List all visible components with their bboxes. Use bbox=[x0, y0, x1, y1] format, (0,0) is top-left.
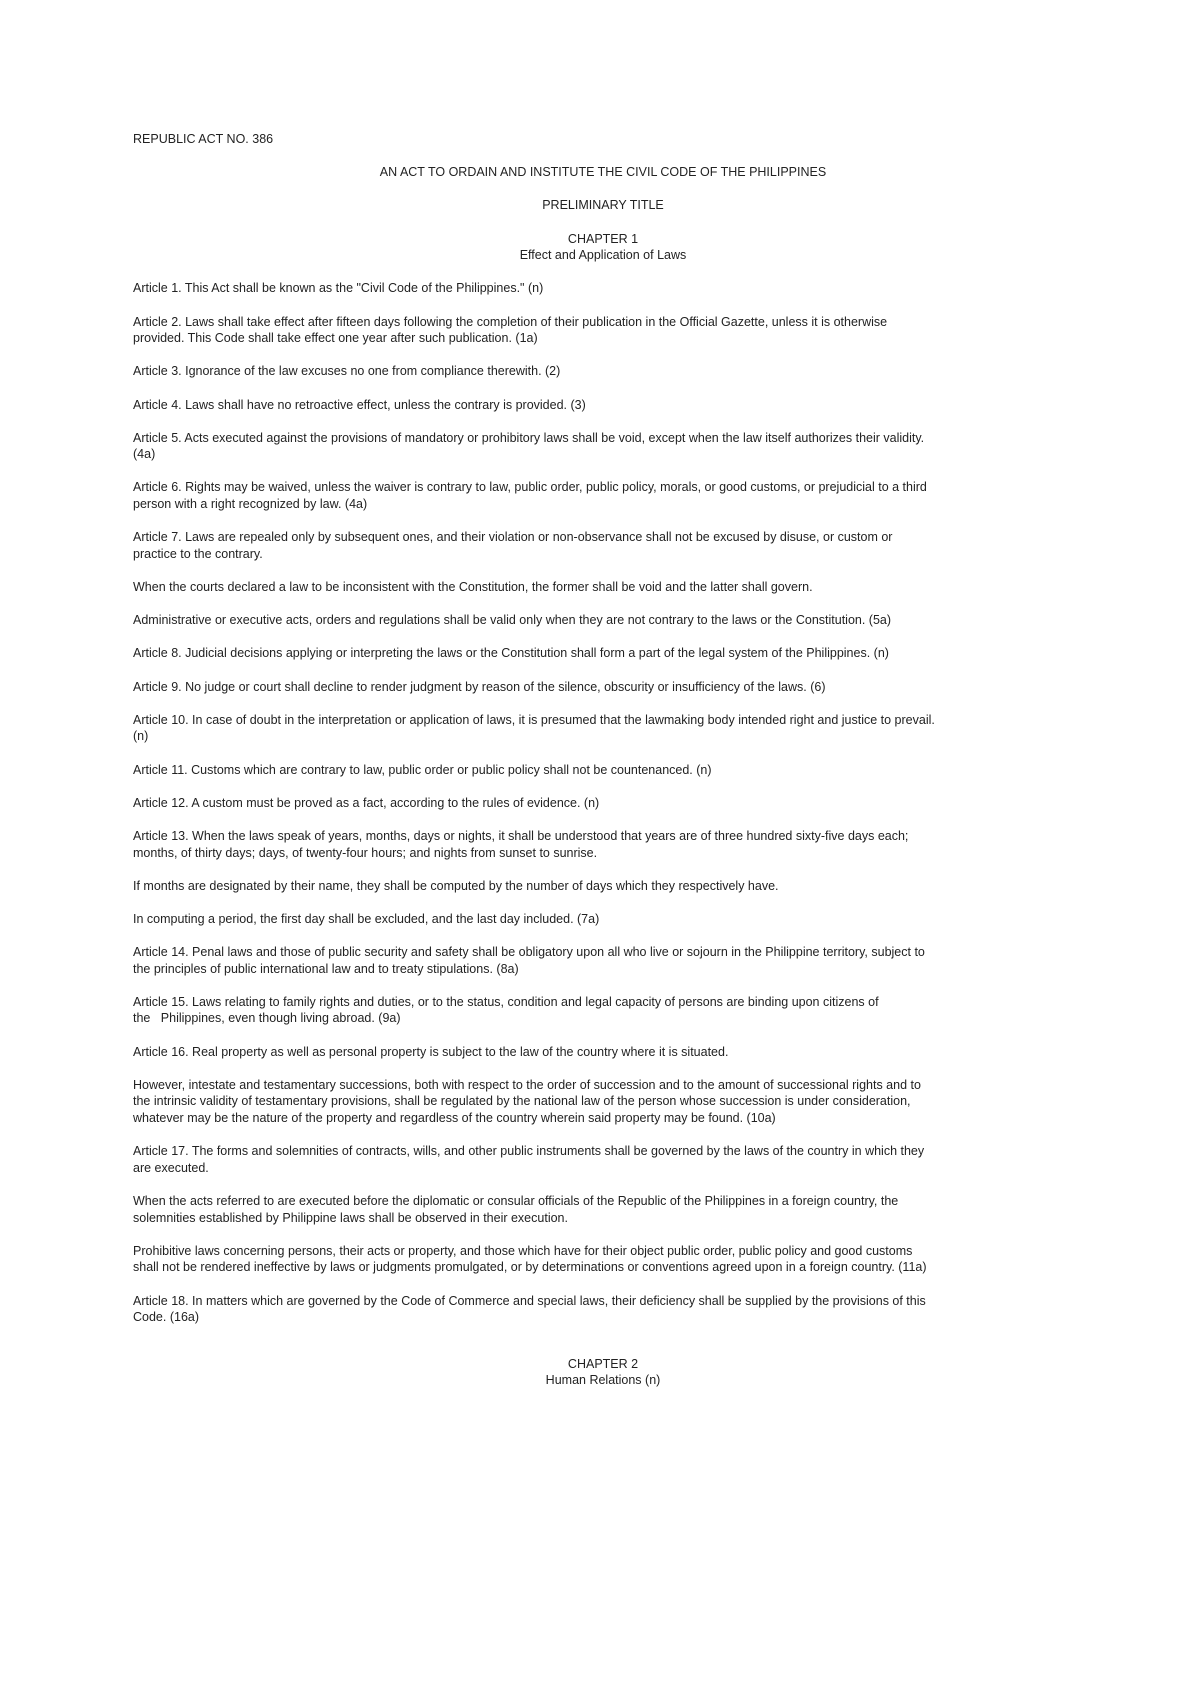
chapter-1-header bbox=[133, 231, 1073, 264]
paragraph-line: Article 1. This Act shall be known as the "Civil Code of the Philippines." (n) bbox=[133, 281, 544, 296]
paragraph-line: Article 11. Customs which are contrary to law, public order or public policy shall not be countenanced. (n) bbox=[133, 762, 712, 777]
paragraph-line: (4a) bbox=[133, 447, 156, 462]
article-paragraph bbox=[133, 1077, 1073, 1127]
paragraph-line: Article 2. Laws shall take effect after fifteen days following the completion of their publication in the Official Gazette, unless it is otherwise bbox=[133, 314, 888, 329]
article-paragraph bbox=[133, 762, 1073, 779]
paragraph-line: Article 14. Penal laws and those of public security and safety shall be obligatory upon all who live or sojourn in the Philippine territory, subject to bbox=[133, 945, 925, 960]
paragraph-line: Article 6. Rights may be waived, unless the waiver is contrary to law, public order, public policy, morals, or good customs, or prejudicial to a third bbox=[133, 480, 927, 495]
document-page bbox=[133, 131, 1073, 1406]
article-paragraph bbox=[133, 679, 1073, 696]
paragraph-line: Article 16. Real property as well as personal property is subject to the law of the country where it is situated. bbox=[133, 1044, 729, 1059]
article-paragraph bbox=[133, 1293, 1073, 1326]
paragraph-line: Article 5. Acts executed against the provisions of mandatory or prohibitory laws shall be void, except when the law itself authorizes their validity. bbox=[133, 430, 925, 445]
article-paragraph bbox=[133, 529, 1073, 562]
article-paragraph bbox=[133, 280, 1073, 297]
article-paragraph bbox=[133, 612, 1073, 629]
article-paragraph bbox=[133, 828, 1073, 861]
article-paragraph bbox=[133, 994, 1073, 1027]
paragraph-line: Administrative or executive acts, orders and regulations shall be valid only when they are not contrary to the laws or the Constitution. (5a) bbox=[133, 613, 892, 628]
chapter-1-heading: CHAPTER 1 bbox=[567, 231, 639, 246]
paragraph-line: Code. (16a) bbox=[133, 1310, 200, 1325]
paragraph-line: However, intestate and testamentary successions, both with respect to the order of succession and to the amount of successional rights and to bbox=[133, 1077, 921, 1092]
article-paragraph bbox=[133, 1143, 1073, 1176]
article-paragraph bbox=[133, 397, 1073, 414]
paragraph-line: the intrinsic validity of testamentary provisions, shall be regulated by the national law of the person whose succession is under consideration, bbox=[133, 1094, 911, 1109]
preliminary-title: PRELIMINARY TITLE bbox=[542, 198, 664, 213]
article-paragraph bbox=[133, 878, 1073, 895]
article-paragraph bbox=[133, 712, 1073, 745]
paragraph-line: Article 8. Judicial decisions applying or interpreting the laws or the Constitution shall form a part of the legal system of the Philippines. (n) bbox=[133, 646, 889, 661]
paragraph-line: Article 18. In matters which are governed by the Code of Commerce and special laws, their deficiency shall be supplied by the provisions of this bbox=[133, 1293, 926, 1308]
paragraph-line: If months are designated by their name, they shall be computed by the number of days which they respectively have. bbox=[133, 878, 779, 893]
paragraph-line: Article 17. The forms and solemnities of contracts, wills, and other public instruments shall be governed by the laws of the country in which they bbox=[133, 1144, 925, 1159]
paragraph-line: (n) bbox=[133, 729, 149, 744]
paragraph-line: person with a right recognized by law. (4a) bbox=[133, 497, 368, 512]
article-paragraph bbox=[133, 1193, 1073, 1226]
paragraph-line: Article 4. Laws shall have no retroactive effect, unless the contrary is provided. (3) bbox=[133, 397, 586, 412]
paragraph-line: Article 7. Laws are repealed only by subsequent ones, and their violation or non-observance shall not be excused by disuse, or custom or bbox=[133, 530, 893, 545]
act-title: AN ACT TO ORDAIN AND INSTITUTE THE CIVIL CODE OF THE PHILIPPINES bbox=[379, 165, 827, 180]
article-paragraph bbox=[133, 430, 1073, 463]
paragraph-line: Article 3. Ignorance of the law excuses no one from compliance therewith. (2) bbox=[133, 364, 561, 379]
chapter-1-subtitle: Effect and Application of Laws bbox=[519, 248, 687, 263]
article-paragraph bbox=[133, 363, 1073, 380]
paragraph-line: In computing a period, the first day shall be excluded, and the last day included. (7a) bbox=[133, 911, 600, 926]
article-paragraph bbox=[133, 645, 1073, 662]
paragraph-line: months, of thirty days; days, of twenty-four hours; and nights from sunset to sunrise. bbox=[133, 845, 598, 860]
paragraph-line: are executed. bbox=[133, 1160, 209, 1175]
paragraph-line: the Philippines, even though living abroad. (9a) bbox=[133, 1011, 401, 1026]
paragraph-line: Prohibitive laws concerning persons, their acts or property, and those which have for their object public order, public policy and good customs bbox=[133, 1243, 913, 1258]
paragraph-line: Article 13. When the laws speak of years, months, days or nights, it shall be understood that years are of three hundred sixty-five days each; bbox=[133, 828, 909, 843]
paragraph-line: shall not be rendered ineffective by laws or judgments promulgated, or by determinations or conventions agreed upon in a foreign country. (11a) bbox=[133, 1260, 927, 1275]
act-number: REPUBLIC ACT NO. 386 bbox=[133, 132, 274, 146]
article-paragraph bbox=[133, 1044, 1073, 1061]
chapter-2-heading: CHAPTER 2 bbox=[567, 1356, 639, 1371]
article-paragraph bbox=[133, 795, 1073, 812]
article-paragraph bbox=[133, 911, 1073, 928]
paragraph-line: the principles of public international law and to treaty stipulations. (8a) bbox=[133, 961, 519, 976]
paragraph-line: When the acts referred to are executed before the diplomatic or consular officials of the Republic of the Philippines in a foreign country, the bbox=[133, 1194, 899, 1208]
paragraph-line: Article 12. A custom must be proved as a fact, according to the rules of evidence. (n) bbox=[133, 795, 600, 810]
chapter-2-header bbox=[133, 1356, 1073, 1389]
chapter-2-subtitle: Human Relations (n) bbox=[545, 1373, 661, 1388]
paragraph-line: Article 10. In case of doubt in the interpretation or application of laws, it is presumed that the lawmaking body intended right and justice to prevail. bbox=[133, 712, 935, 727]
paragraph-line: When the courts declared a law to be inconsistent with the Constitution, the former shall be void and the latter shall govern. bbox=[133, 580, 813, 595]
paragraph-line: whatever may be the nature of the property and regardless of the country wherein said property may be found. (10a) bbox=[133, 1111, 776, 1126]
paragraph-line: Article 9. No judge or court shall decline to render judgment by reason of the silence, obscurity or insufficiency of the laws. (6) bbox=[133, 679, 826, 694]
paragraph-line: practice to the contrary. bbox=[133, 546, 263, 561]
paragraph-line: provided. This Code shall take effect one year after such publication. (1a) bbox=[133, 331, 538, 346]
paragraph-line: solemnities established by Philippine laws shall be observed in their execution. bbox=[133, 1210, 568, 1225]
article-paragraph bbox=[133, 1243, 1073, 1276]
article-paragraph bbox=[133, 314, 1073, 347]
article-paragraph bbox=[133, 579, 1073, 596]
article-paragraph bbox=[133, 944, 1073, 977]
paragraph-line: Article 15. Laws relating to family rights and duties, or to the status, condition and legal capacity of persons are binding upon citizens of bbox=[133, 994, 879, 1009]
article-paragraph bbox=[133, 479, 1073, 512]
articles bbox=[133, 280, 1073, 1325]
